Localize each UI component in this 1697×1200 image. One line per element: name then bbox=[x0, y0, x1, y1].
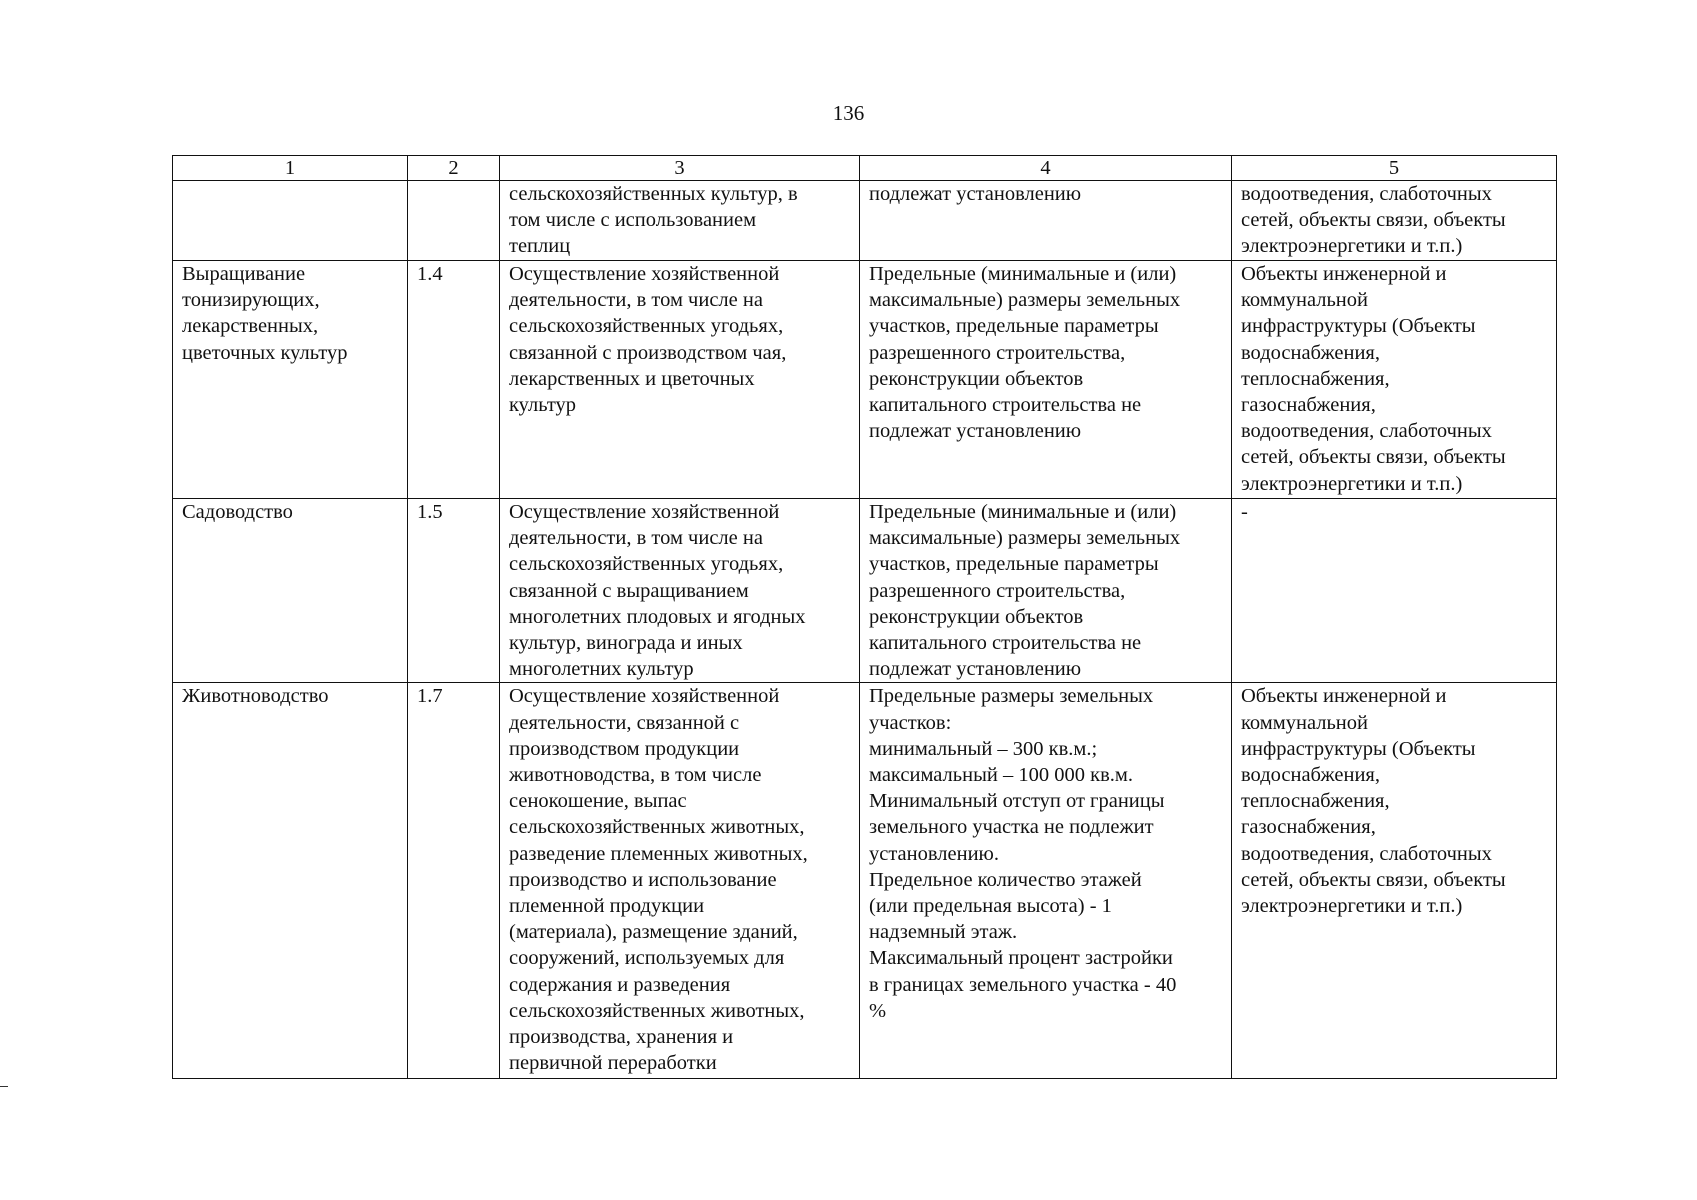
parameters-cell: Предельные (минимальные и (или) максимальные) размеры земельных участков, предельные параметры разрешенного строительства, реконструкции объектов капитального строительства не подлежат установлению bbox=[860, 499, 1232, 683]
parameters-cell: Предельные (минимальные и (или) максимальные) размеры земельных участков, предельные параметры разрешенного строительства, реконструкции объектов капитального строительства не подлежат установлению bbox=[860, 261, 1232, 499]
use-description-cell: сельскохозяйственных культур, в том числе с использованием теплиц bbox=[500, 181, 860, 261]
use-name-cell: Выращивание тонизирующих, лекарственных, цветочных культур bbox=[173, 261, 408, 499]
page-number: 136 bbox=[832, 101, 865, 125]
column-header-4: 4 bbox=[860, 156, 1232, 181]
column-header-3: 3 bbox=[500, 156, 860, 181]
use-code-cell: 1.5 bbox=[408, 499, 500, 683]
use-code-cell bbox=[408, 181, 500, 261]
column-header-1: 1 bbox=[173, 156, 408, 181]
table-header-row bbox=[173, 156, 1557, 181]
table-row bbox=[173, 499, 1557, 683]
use-name-cell: Животноводство bbox=[173, 683, 408, 1079]
table-row bbox=[173, 683, 1557, 1079]
use-code-cell: 1.7 bbox=[408, 683, 500, 1079]
column-header-2: 2 bbox=[408, 156, 500, 181]
use-description-cell: Осуществление хозяйственной деятельности, связанной с производством продукции животноводства, в том числе сенокошение, выпас сельскохозяйственных животных, разведение племенных животных, производство и использование племенной продукции (материала), размещение зданий, сооружений, используемых для содержания и разведения сельскохозяйственных животных, производства, хранения и первичной переработки bbox=[500, 683, 860, 1079]
use-name-cell: Садоводство bbox=[173, 499, 408, 683]
facilities-cell: водоотведения, слаботочных сетей, объекты связи, объекты электроэнергетики и т.п.) bbox=[1232, 181, 1557, 261]
margin-mark bbox=[0, 1086, 8, 1087]
parameters-cell: подлежат установлению bbox=[860, 181, 1232, 261]
use-description-cell: Осуществление хозяйственной деятельности, в том числе на сельскохозяйственных угодьях, связанной с выращиванием многолетних плодовых и ягодных культур, винограда и иных многолетних культур bbox=[500, 499, 860, 683]
table-row bbox=[173, 181, 1557, 261]
parameters-cell: Предельные размеры земельных участков: минимальный – 300 кв.м.; максимальный – 100 000 кв.м. Минимальный отступ от границы земельного участка не подлежит установлению. Предельное количество этажей (или предельная высота) - 1 надземный этаж. Максимальный процент застройки в границах земельного участка - 40 % bbox=[860, 683, 1232, 1079]
use-code-cell: 1.4 bbox=[408, 261, 500, 499]
land-use-table bbox=[172, 155, 1557, 1079]
facilities-cell: - bbox=[1232, 499, 1557, 683]
use-description-cell: Осуществление хозяйственной деятельности, в том числе на сельскохозяйственных угодьях, связанной с производством чая, лекарственных и цветочных культур bbox=[500, 261, 860, 499]
use-name-cell bbox=[173, 181, 408, 261]
table-row bbox=[173, 261, 1557, 499]
column-header-5: 5 bbox=[1232, 156, 1557, 181]
facilities-cell: Объекты инженерной и коммунальной инфраструктуры (Объекты водоснабжения, теплоснабжения, газоснабжения, водоотведения, слаботочных сетей, объекты связи, объекты электроэнергетики и т.п.) bbox=[1232, 683, 1557, 1079]
facilities-cell: Объекты инженерной и коммунальной инфраструктуры (Объекты водоснабжения, теплоснабжения, газоснабжения, водоотведения, слаботочных сетей, объекты связи, объекты электроэнергетики и т.п.) bbox=[1232, 261, 1557, 499]
